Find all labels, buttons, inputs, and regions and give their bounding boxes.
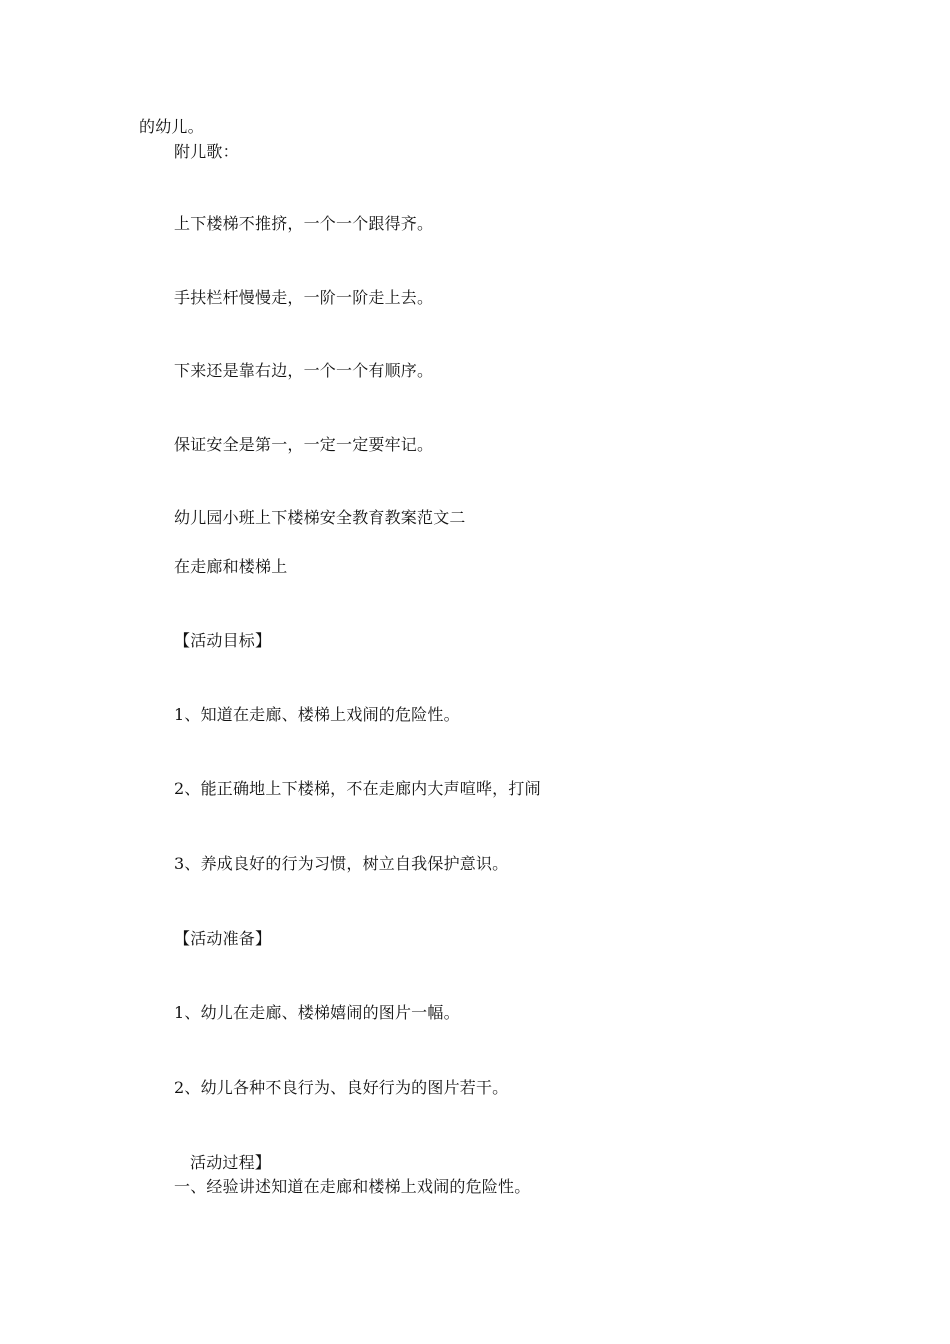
heading-activity-preparation: 【活动准备】: [174, 929, 272, 948]
goal-item-3: 3、养成良好的行为习惯，树立自我保护意识。: [174, 854, 509, 873]
preparation-item-1: 1、幼儿在走廊、楼梯嬉闹的图片一幅。: [174, 1003, 460, 1022]
goal-item-1: 1、知道在走廊、楼梯上戏闹的危险性。: [174, 705, 460, 724]
text-line-rhyme-heading: 附儿歌：: [174, 142, 239, 161]
text-line-rhyme-1: 上下楼梯不推挤，一个一个跟得齐。: [174, 214, 434, 233]
text-line-continuation: 的幼儿。: [139, 117, 204, 136]
heading-activity-process: 活动过程】: [190, 1153, 272, 1172]
preparation-item-2: 2、幼儿各种不良行为、良好行为的图片若干。: [174, 1078, 509, 1097]
lesson-title: 在走廊和楼梯上: [174, 557, 288, 576]
heading-activity-goals: 【活动目标】: [174, 631, 272, 650]
section-title: 幼儿园小班上下楼梯安全教育教案范文二: [174, 508, 466, 527]
text-line-rhyme-2: 手扶栏杆慢慢走，一阶一阶走上去。: [174, 288, 434, 307]
text-line-rhyme-4: 保证安全是第一，一定一定要牢记。: [174, 435, 434, 454]
goal-item-2: 2、能正确地上下楼梯，不在走廊内大声喧哗，打闹: [174, 779, 541, 798]
text-line-rhyme-3: 下来还是靠右边，一个一个有顺序。: [174, 361, 434, 380]
process-step-1: 一、经验讲述知道在走廊和楼梯上戏闹的危险性。: [174, 1177, 531, 1196]
